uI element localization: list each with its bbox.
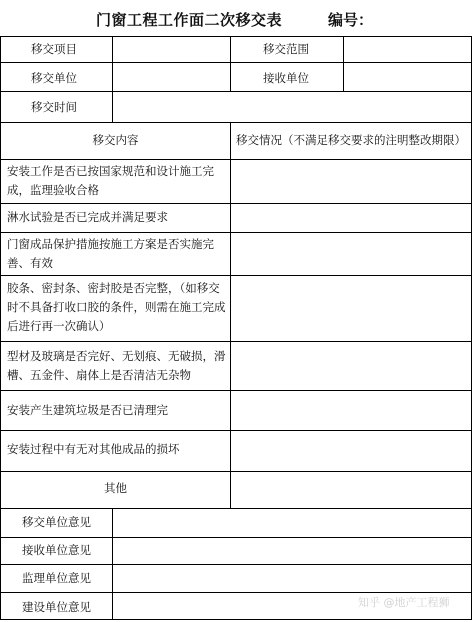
form-header [0,0,474,36]
check-item-water-test: 淋水试验是否已完成并满足要求 [7,210,168,224]
label-supervisor-opinion: 监理单位意见 [22,571,91,585]
status-field-water-test[interactable] [231,204,471,232]
label-handover-scope: 移交范围 [263,42,309,56]
label-handover-item: 移交项目 [31,42,77,56]
status-field-sealant[interactable] [231,276,471,341]
form-code-label: 编号： [328,11,374,29]
receiving-opinion-field[interactable] [113,538,471,564]
label-handover-time: 移交时间 [31,100,77,114]
handover-item-field[interactable] [113,37,230,62]
check-item-sealant: 胶条、密封条、密封胶是否完整，（如移交时不具备打收口胶的条件，则需在施工完成后进行再一次确认） [7,281,226,333]
handover-time-field[interactable] [113,92,471,122]
handover-opinion-field[interactable] [113,509,471,537]
status-field-damage[interactable] [231,431,471,471]
status-field-waste[interactable] [231,391,471,430]
other-field[interactable] [231,472,471,508]
label-receiving-unit: 接收单位 [263,71,309,85]
check-item-installation: 安装工作是否已按国家规范和设计施工完成，监理验收合格 [7,164,214,197]
check-item-waste: 安装产生建筑垃圾是否已清理完 [7,403,168,417]
check-item-damage: 安装过程中有无对其他成品的损坏 [7,442,180,456]
status-field-installation[interactable] [231,160,471,203]
status-field-protection[interactable] [231,233,471,275]
label-handover-opinion: 移交单位意见 [22,515,91,529]
label-receiving-opinion: 接收单位意见 [22,543,91,557]
label-handover-unit: 移交单位 [31,71,77,85]
handover-unit-field[interactable] [113,63,230,91]
status-field-profiles-glass[interactable] [231,342,471,390]
supervisor-opinion-field[interactable] [113,565,471,592]
watermark: 知乎 @地产工程狮 [358,596,450,609]
handover-scope-field[interactable] [344,37,471,62]
receiving-unit-field[interactable] [344,63,471,91]
handover-table [0,36,472,620]
column-header-content: 移交内容 [92,133,139,147]
check-item-protection: 门窗成品保护措施按施工方案是否实施完善、有效 [7,237,214,270]
other-label: 其他 [104,481,127,495]
label-owner-opinion: 建设单位意见 [22,600,91,614]
form-title: 门窗工程工作面二次移交表 [96,11,283,29]
check-item-profiles-glass: 型材及玻璃是否完好、无划痕、无破损，滑槽、五金件、扇体上是否清洁无杂物 [7,349,226,382]
column-header-status: 移交情况（不满足移交要求的注明整改期限） [236,133,466,147]
